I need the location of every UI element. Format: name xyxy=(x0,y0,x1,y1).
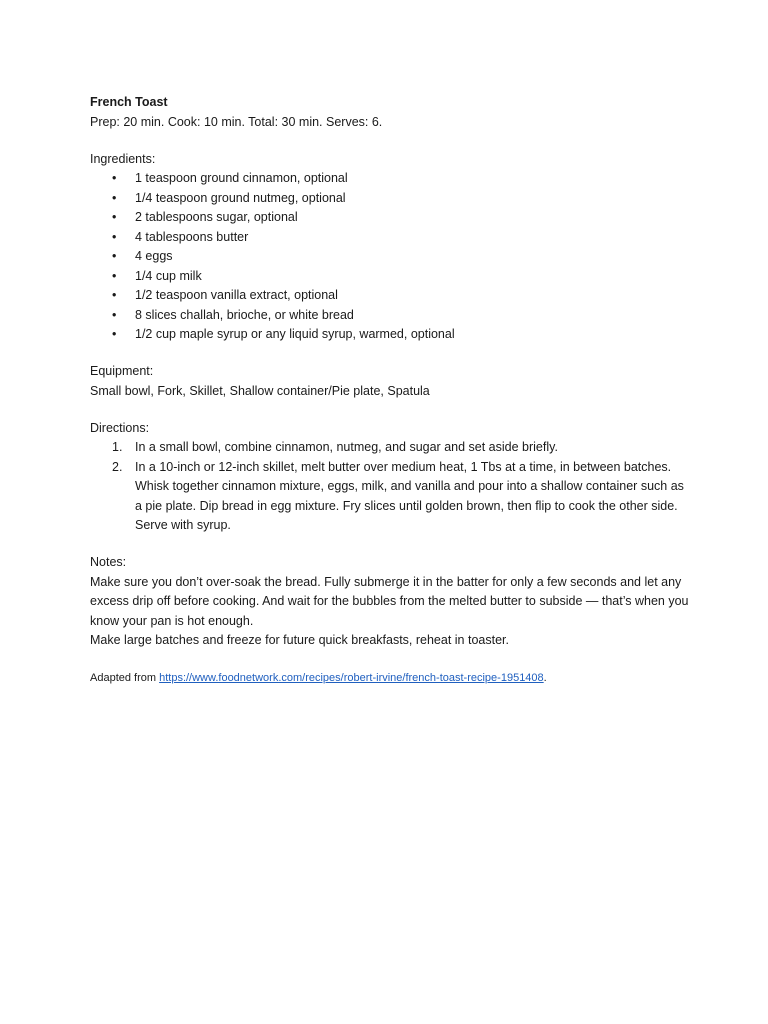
bullet-icon: • xyxy=(112,307,117,322)
ingredient-item xyxy=(90,286,690,306)
ingredients-list xyxy=(90,169,690,345)
source-prefix: Adapted from xyxy=(90,672,160,684)
ingredient-text: 1/4 teaspoon ground nutmeg, optional xyxy=(135,190,346,205)
step-text: In a 10-inch or 12-inch skillet, melt butter over medium heat, 1 Tbs at a time, in between batches. Whisk together cinnamon mixture, eggs, milk, and vanilla and pour into a shallow container such as a pie plate. Dip bread in egg mixture. Fry slices until golden brown, then flip to cook the other side. Serve with syrup. xyxy=(135,459,684,532)
notes-heading: Notes: xyxy=(90,555,127,569)
spacer xyxy=(90,345,690,363)
source-link[interactable]: https://www.foodnetwork.com/recipes/robert-irvine/french-toast-recipe-1951408 xyxy=(159,672,544,684)
ingredient-item xyxy=(90,247,690,267)
recipe-title: French Toast xyxy=(90,95,168,109)
ingredient-text: 1/2 cup maple syrup or any liquid syrup, warmed, optional xyxy=(135,327,455,341)
direction-step xyxy=(90,458,690,536)
bullet-icon: • xyxy=(112,249,117,263)
ingredient-item xyxy=(90,208,690,228)
source-attribution xyxy=(90,670,690,686)
ingredient-text: 4 tablespoons butter xyxy=(135,229,249,244)
step-text: In a small bowl, combine cinnamon, nutmeg, and sugar and set aside briefly. xyxy=(135,440,558,454)
spacer xyxy=(90,132,690,150)
step-number: 2. xyxy=(112,459,123,474)
directions-list xyxy=(90,438,690,536)
ingredient-item xyxy=(90,228,690,248)
equipment-list: Small bowl, Fork, Skillet, Shallow container/Pie plate, Spatula xyxy=(90,383,430,398)
spacer xyxy=(90,536,690,554)
ingredient-text: 1 teaspoon ground cinnamon, optional xyxy=(135,171,348,185)
equipment-heading: Equipment: xyxy=(90,364,154,378)
bullet-icon: • xyxy=(112,171,117,185)
bullet-icon: • xyxy=(112,268,117,283)
ingredient-item xyxy=(90,189,690,209)
recipe-document xyxy=(90,93,690,686)
ingredient-text: 2 tablespoons sugar, optional xyxy=(135,210,298,224)
spacer xyxy=(90,401,690,419)
ingredient-text: 8 slices challah, brioche, or white bread xyxy=(135,307,354,322)
ingredient-text: 1/2 teaspoon vanilla extract, optional xyxy=(135,288,338,302)
bullet-icon: • xyxy=(112,229,117,244)
note-paragraph: Make large batches and freeze for future quick breakfasts, reheat in toaster. xyxy=(90,633,509,647)
spacer xyxy=(90,651,690,669)
ingredient-item xyxy=(90,267,690,287)
bullet-icon: • xyxy=(112,288,117,302)
step-number: 1. xyxy=(112,440,123,454)
source-suffix: . xyxy=(543,672,547,684)
recipe-times: Prep: 20 min. Cook: 10 min. Total: 30 min. Serves: 6. xyxy=(90,114,383,129)
ingredient-text: 1/4 cup milk xyxy=(135,268,202,283)
ingredient-item xyxy=(90,306,690,326)
direction-step xyxy=(90,438,690,458)
ingredient-item xyxy=(90,325,690,345)
bullet-icon: • xyxy=(112,210,117,224)
bullet-icon: • xyxy=(112,190,117,205)
directions-heading: Directions: xyxy=(90,420,150,435)
ingredient-item xyxy=(90,169,690,189)
ingredients-heading: Ingredients: xyxy=(90,151,156,166)
ingredient-text: 4 eggs xyxy=(135,249,173,263)
bullet-icon: • xyxy=(112,327,117,341)
note-paragraph: Make sure you don’t over-soak the bread. Fully submerge it in the batter for only a few seconds and let any excess drip off before cooking. And wait for the bubbles from the melted butter to subside — that’s when you know your pan is hot enough. xyxy=(90,574,689,628)
